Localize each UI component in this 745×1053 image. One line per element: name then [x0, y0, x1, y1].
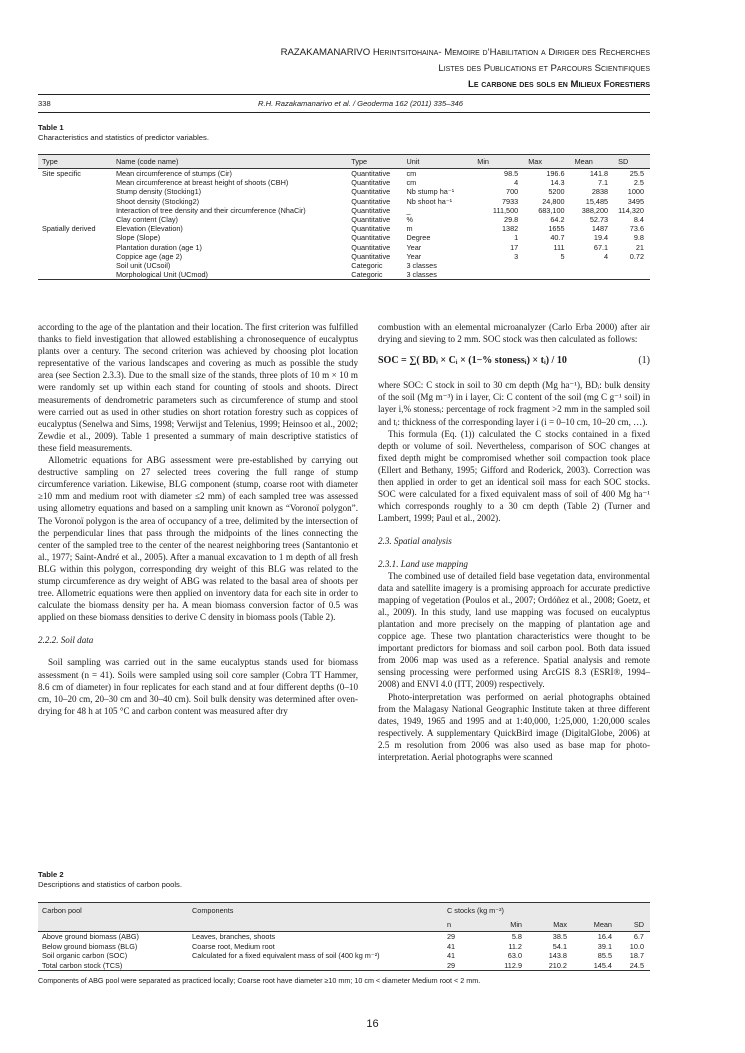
table1-cell: 5: [560, 251, 565, 261]
right-paragraph-1: combustion with an elemental microanalyzer (Carlo Erba 2000) after air drying and sieving to 2 mm. SOC stock was then calculated as follows:: [378, 322, 650, 345]
table1-cell: 1655: [548, 224, 565, 234]
left-column: [38, 321, 358, 717]
table1-cell: 24,800: [542, 196, 565, 206]
table2-subheader-cell: Mean: [573, 917, 618, 932]
table1-cell: 14.3: [550, 178, 565, 188]
table1-cell: _: [406, 205, 411, 215]
table1-cell: [473, 270, 524, 280]
table1-header-cell: SD: [614, 155, 650, 169]
table2-cell: 143.8: [548, 951, 567, 960]
table2-cell: 16.4: [597, 932, 612, 941]
table1-cell: Site specific: [42, 169, 81, 178]
running-rule: [38, 112, 650, 113]
table1-cell: Quantitative: [351, 251, 391, 261]
table1-cell: [38, 252, 112, 261]
table1-cell: Quantitative: [351, 169, 391, 178]
table2-cell: 39.1: [597, 941, 612, 951]
table1-cell: Mean circumference at breast height of shoots (CBH): [115, 178, 289, 188]
section-2-3-1-heading: 2.3.1. Land use mapping: [378, 558, 468, 569]
header-line-2: Listes des Publications et Parcours Scientifiques: [438, 63, 650, 74]
table2-row: [38, 942, 650, 952]
table1-cell: Nb stump ha⁻¹: [406, 187, 455, 197]
journal-page-number: 338: [38, 99, 51, 108]
table1-cell: Stump density (Stocking1): [115, 187, 202, 197]
table2-cell: Total carbon stock (TCS): [38, 961, 188, 971]
journal-citation: R.H. Razakamanarivo et al. / Geoderma 162 (2011) 335–346: [258, 99, 464, 108]
table1-cell: [38, 233, 112, 242]
table1-cell: [473, 261, 524, 270]
table2-row: [38, 932, 650, 942]
right-paragraph-4: The combined use of detailed field base vegetation data, environmental data and satellite imagery is a promising approach for accurate predictive mapping of vegetation (Poulos et al., 2007; Ordóñez et al., 2008; Goetz, et al., 2009). In this study, land use mapping was focused on eucalyptus plantation and more precisely on the mapping of plantation age and coppice age. These two plantation characteristics were thought to be important predictors for biomass and soil carbon pool. Both data issued from 2006 map was used as a reference. Spatial analysis and remote sensing processing were performed using ArcGIS 8.3 (ESRI®, 1994–2008) and ENVI 4.0 (ITT, 2009) respectively.: [378, 570, 650, 690]
table1-cell: Categoric: [351, 261, 383, 271]
table2-subheader-cell: Min: [483, 917, 528, 932]
section-2-2-2-heading: 2.2.2. Soil data: [38, 635, 94, 646]
table1-header-cell: Type: [347, 155, 402, 169]
equation-number: (1): [638, 355, 650, 367]
table2-cell: Leaves, branches, shoots: [192, 932, 276, 941]
table1-cell: Morphological Unit (UCmod): [112, 270, 347, 280]
table1-cell: Plantation duration (age 1): [115, 242, 202, 252]
table1-cell: [614, 270, 650, 280]
header-line-3: Le carbone des sols en Milieux Forestiers: [468, 79, 650, 90]
table1-cell: 25.5: [629, 169, 644, 178]
table1-header-cell: Mean: [571, 155, 615, 169]
table1-cell: [38, 178, 112, 187]
table2-subheader-cell: n: [443, 917, 483, 932]
table1-cell: 21: [635, 242, 644, 252]
table2-subheader-cell: SD: [618, 917, 650, 932]
table1-row: [38, 261, 650, 270]
table1-cell: Year: [406, 242, 422, 252]
table1-cell: 64.2: [550, 215, 565, 225]
table1-cell: 4: [604, 251, 609, 261]
left-paragraph-2: Allometric equations for ABG assessment were pre-established by carrying out destructive sampling on 27 selected trees covering the full range of stump circumference variation. Likewise, BLG component (stump, coarse root with diameter ≥10 mm and medium root with diameter ≤2 mm) of each sampled tree was assessed using allometry equations and based on a sampling unit known as “Voronoï polygon”. The Voronoï polygon is the area of occupancy of a tree, delimited by the intersection of the perpendicular lines that pass through the midpoints of the lines connecting the center of the sampled tree to the center of the nearest neighboring trees (Santantonio et al., 1977; Saint-André et al., 2005). After a manual excavation to 1 m depth of all fresh BLG within this polygon, corresponding dry weight of this BLG was related to the stump circumference as dry weight of ABG was related to the basal area of shoots per tree. Allometric equations were then applied on inventory data for each site in order to calculate the biomass density per ha. A mean biomass conversion factor of 0.5 was applied on these biomass densities to derive C density in biomass pools (Table 2).: [38, 455, 358, 623]
table1-cell: 3495: [627, 196, 644, 206]
left-paragraph-3: Soil sampling was carried out in the same eucalyptus stands used for biomass assessment (n = 41). Soils were sampled using soil core sampler (Cobra TT Hammer, 8.6 cm of diameter) in four replicates for each stand and at four different depths (0–10 cm, 10–20 cm, 20–30 cm and 30–40 cm). Soil bulk density was determined after oven-drying for 48 h at 105 °C and carbon content was measured after dry: [38, 657, 358, 716]
table2-cell: [188, 961, 443, 971]
table1-row: [38, 233, 650, 242]
header-line-1: RAZAKAMANARIVO Herintsitohaina- Memoire d’Habilitation a Diriger des Recherches: [280, 47, 650, 58]
table2-cell: 24.5: [618, 961, 650, 971]
table2-cell: 38.5: [552, 932, 567, 941]
right-column: [378, 321, 650, 763]
table1-cell: Quantitative: [351, 178, 391, 188]
table1-cell: [614, 261, 650, 270]
table1-cell: Quantitative: [351, 187, 391, 197]
table1-cell: 1000: [627, 187, 644, 197]
table1-cell: 2.5: [633, 178, 644, 188]
table2-caption: [38, 870, 182, 890]
table1-cell: 15,485: [585, 196, 609, 206]
table1-header-cell: Unit: [402, 155, 473, 169]
table1-cell: 29.8: [504, 215, 519, 225]
table2-cell: 210.2: [528, 961, 573, 971]
table1-cell: 3 classes: [406, 261, 437, 271]
section-2-3-heading: 2.3. Spatial analysis: [378, 536, 452, 547]
table2-cell: 6.7: [633, 932, 644, 941]
table2-cell: 63.0: [507, 951, 522, 960]
table1-cell: 7933: [501, 196, 519, 206]
table1-row: [38, 252, 650, 261]
table1-cell: Nb shoot ha⁻¹: [406, 196, 453, 206]
table2-header-cstocks: C stocks (kg m⁻²): [443, 903, 650, 918]
table2: [38, 902, 650, 971]
table2-cell: 41: [447, 941, 456, 951]
table2-cell: 29: [447, 932, 456, 941]
table1-cell: 3 classes: [402, 270, 473, 280]
table1-cell: Quantitative: [351, 224, 391, 234]
table1-cell: [38, 243, 112, 252]
right-paragraph-2: where SOC: C stock in soil to 30 cm depth (Mg ha⁻¹), BDᵢ: bulk density of the soil (Mg m⁻³) in i layer, Ci: C content of the soil (mg C g⁻¹ soil) in layer i,% stonessᵢ: percentage of rock fragment >2 mm in the sampled soil and tᵢ: thickness of the corresponding layer i (i = 0–10 cm, 10–20 cm, …).: [378, 380, 650, 427]
table2-cell: 29: [443, 961, 483, 971]
table1-row: [38, 270, 650, 280]
table1-header-cell: Min: [473, 155, 524, 169]
table1-cell: 98.5: [504, 169, 519, 178]
table1-cell: [571, 261, 615, 270]
table1-cell: 19.4: [593, 233, 609, 243]
table2-cell: 11.2: [508, 941, 522, 951]
table1-cell: [524, 261, 570, 270]
table1-cell: 388,200: [581, 205, 609, 215]
table1-cell: [38, 261, 112, 270]
table1-row: [38, 243, 650, 252]
table1-caption: [38, 123, 209, 143]
table1-title: Characteristics and statistics of predictor variables.: [38, 133, 209, 142]
table1-cell: 17: [510, 242, 519, 252]
right-paragraph-3: This formula (Eq. (1)) calculated the C stocks contained in a fixed depth or volume of soil. Nevertheless, comparison of SOC changes at fixed depth might be compromised whether soil compaction took place (Ellert and Bethany, 1995; Gifford and Roderick, 2003). Correction was then applied in order to get an identical soil mass for each SOC stocks. SOC were calculated for a fixed equivalent mass of soil of 400 Mg ha⁻¹ which corresponds roughly to a 30 cm depth (Table 2) (Turner and Lambert, 1999; Paul et al., 2002).: [378, 428, 650, 524]
table2-subheader-row: [38, 917, 650, 932]
table1-cell: 683,100: [538, 205, 565, 215]
table1-cell: 5200: [548, 187, 565, 197]
table1-cell: 111: [553, 242, 565, 252]
table1-cell: Quantitative: [351, 205, 391, 215]
table1-cell: Mean circumference of stumps (Cir): [115, 169, 232, 178]
table2-cell: 85.5: [597, 951, 612, 960]
table2-footnote: Components of ABG pool were separated as practiced locally; Coarse root have diameter ≥10 mm; 10 cm < diameter Medium root < 2 mm.: [38, 976, 481, 985]
table1-row: [38, 178, 650, 187]
table1-cell: Soil unit (UCsoil): [115, 261, 171, 271]
table1-label: Table 1: [38, 123, 64, 132]
table1-cell: 0.72: [629, 251, 644, 261]
table1-cell: Quantitative: [351, 215, 391, 225]
table1-cell: 8.4: [633, 215, 644, 225]
table1-cell: %: [406, 215, 413, 225]
table1-cell: 9.8: [633, 233, 644, 243]
table1-cell: 114,320: [618, 205, 644, 215]
table1-cell: 52.73: [589, 215, 609, 225]
table1-cell: 700: [506, 187, 519, 197]
table1-cell: [38, 206, 112, 215]
table1-row: [38, 187, 650, 196]
table2-cell: Calculated for a fixed equivalent mass of soil (400 kg m⁻²): [192, 951, 380, 960]
table2-row: [38, 961, 650, 971]
table2-header-pool: Carbon pool: [38, 903, 188, 918]
table1-cell: Coppice age (age 2): [115, 251, 183, 261]
table1: [38, 154, 650, 280]
table1-row: [38, 224, 650, 233]
table1-cell: Quantitative: [351, 196, 391, 206]
table2-subheader-cell: Max: [528, 917, 573, 932]
table2-cell: Soil organic carbon (SOC): [42, 951, 128, 960]
table1-cell: 73.6: [629, 224, 644, 234]
table1-cell: Quantitative: [351, 242, 391, 252]
table2-cell: 18.7: [629, 951, 644, 960]
equation-1: [378, 355, 650, 367]
table1-row: [38, 197, 650, 206]
table1-cell: 7.1: [597, 178, 609, 188]
table1-cell: cm: [406, 169, 417, 178]
table2-cell: 41: [447, 951, 456, 960]
table2-header-components: Components: [188, 903, 443, 918]
table1-cell: [38, 187, 112, 196]
table1-row: [38, 215, 650, 224]
table1-cell: Quantitative: [351, 233, 391, 243]
table2-cell: 145.4: [573, 961, 618, 971]
table1-cell: 141.8: [589, 169, 609, 178]
table1-cell: 67.1: [593, 242, 609, 252]
table1-cell: Spatially derived: [42, 224, 96, 234]
table1-cell: 4: [514, 178, 519, 188]
table1-cell: Categoric: [347, 270, 402, 280]
table2-cell: Coarse root, Medium root: [192, 941, 275, 951]
table1-cell: Interaction of tree density and their circumference (NhaCir): [115, 205, 306, 215]
table1-row: [38, 169, 650, 179]
table1-cell: [524, 270, 570, 280]
table1-cell: Degree: [406, 233, 431, 243]
table1-cell: 111,500: [492, 205, 519, 215]
table1-cell: 2838: [591, 187, 609, 197]
table2-cell: Above ground biomass (ABG): [42, 932, 139, 941]
table1-cell: Elevation (Elevation): [115, 224, 183, 234]
table1-cell: cm: [406, 178, 417, 188]
table2-cell: Below ground biomass (BLG): [42, 941, 138, 951]
table1-cell: 196.6: [546, 169, 565, 178]
table2-cell: 10.0: [629, 941, 644, 951]
table1-cell: [38, 197, 112, 206]
header-rule: [38, 94, 650, 95]
table2-title: Descriptions and statistics of carbon pools.: [38, 880, 182, 889]
table2-label: Table 2: [38, 870, 64, 879]
table1-cell: [38, 270, 112, 280]
table1-header-cell: Max: [524, 155, 570, 169]
table1-cell: 40.7: [550, 233, 565, 243]
table1-cell: m: [406, 224, 413, 234]
table1-header-cell: Type: [38, 155, 112, 169]
page-header: [281, 45, 650, 93]
table1-cell: Year: [406, 251, 422, 261]
table2-row: [38, 951, 650, 961]
left-paragraph-1: according to the age of the plantation and their location. The first criterion was fulfilled thanks to field investigation that allowed establishing a chronosequence of eucalyptus plants over a century. The second criterion was achieved by choosing plot location representative of the various landscapes and covering as much as possible the study area (see Section 2.3.3). Due to the small size of the stands, three plots of 10 m × 10 m were randomly set up within each stand for counting of stools and shoots. Direct measurements of dendrometric parameters such as circumference of stump and stool were carried out as used in other studies on short rotation forestry such as coppices of eucalyptus (Senelwa and Sims, 1998; Verwijst and Telenius, 1999; Heinsoo et al., 2002; Zewdie et al., 2009). Table 1 presented a summary of main descriptive statistics of these field measurements.: [38, 322, 358, 453]
table1-cell: 3: [514, 251, 519, 261]
table1-header-row: [38, 155, 650, 169]
table1-cell: 1: [514, 233, 519, 243]
table2-cell: 54.1: [552, 941, 567, 951]
table1-cell: 1382: [501, 224, 519, 234]
right-paragraph-5: Photo-interpretation was performed on aerial photographs obtained from the Malagasy National Geographic Institute taken at three different dates, 1949, 1965 and 1995 and at 1:40,000, 1:25,000, 1:20,000 scales respectively. A supplementary QuickBird image (DigitalGlobe, 2006) at 2.5 m resolution from 2006 was also used as base map for photo-interpretation. Aerial photographs were scanned: [378, 691, 650, 762]
table1-cell: [571, 270, 615, 280]
table1-cell: Shoot density (Stocking2): [115, 196, 200, 206]
table1-cell: [38, 215, 112, 224]
page-number: 16: [366, 1018, 379, 1030]
equation-text: SOC = ∑( BDᵢ × Cᵢ × (1−% stonessᵢ) × tᵢ) / 10: [378, 355, 567, 367]
table2-cell: 5.8: [511, 932, 522, 941]
table1-row: [38, 206, 650, 215]
table1-cell: 1487: [591, 224, 609, 234]
table2-cell: 112.9: [483, 961, 528, 971]
table1-header-cell: Name (code name): [112, 155, 347, 169]
table1-cell: Slope (Slope): [115, 233, 161, 243]
table1-cell: Clay content (Clay): [115, 215, 178, 225]
